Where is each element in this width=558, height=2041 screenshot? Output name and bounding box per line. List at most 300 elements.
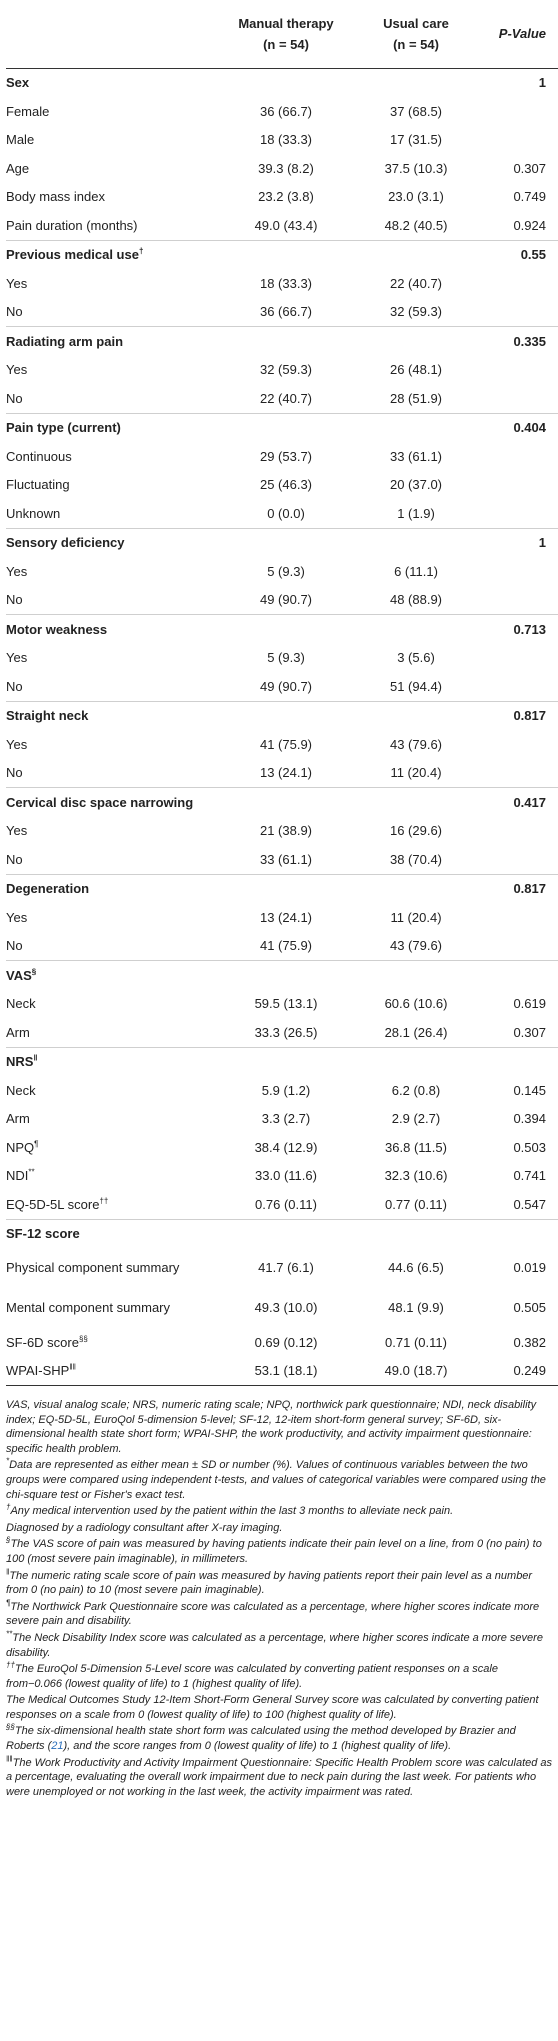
table-row bbox=[6, 1105, 558, 1134]
usual-care-value: 11 (20.4) bbox=[390, 765, 442, 781]
manual-therapy-value: 0.69 (0.12) bbox=[254, 1334, 318, 1350]
footnote-text: The Northwick Park Questionnaire score was calculated as a percentage, where higher scores indicate more severe pain and disability. bbox=[6, 1600, 540, 1628]
footnote-marker: ‖‖ bbox=[6, 1754, 13, 1763]
row-label-text: Body mass index bbox=[6, 189, 105, 205]
footnote-wpai bbox=[6, 1756, 554, 1800]
row-label-text: Straight neck bbox=[6, 708, 89, 724]
header-usual-label: Usual care bbox=[383, 15, 449, 31]
p-value bbox=[476, 126, 558, 155]
footnote-text: ), and the score ranges from 0 (lowest quality of life) to 1 (highest quality of life). bbox=[63, 1740, 452, 1753]
row-label bbox=[6, 730, 216, 759]
table-row bbox=[6, 1248, 558, 1288]
row-label-text: Arm bbox=[6, 1111, 30, 1127]
p-value bbox=[476, 961, 558, 990]
footnote-abbreviations: VAS, visual analog scale; NRS, numeric rating scale; NPQ, northwick park questionnaire; NDI, neck disability index; EQ-5D-5L, EuroQol 5-dimension 5-level; SF-12, 12-item short-form general survey; SF-6D, six-dimensional health state short form; WPAI-SHP, the work productivity, and activity impairment questionnaire: specific health problem. bbox=[6, 1399, 537, 1455]
row-label bbox=[6, 442, 216, 471]
header-manual-label: Manual therapy bbox=[238, 15, 334, 31]
p-value: 0.619 bbox=[513, 996, 546, 1012]
row-label bbox=[6, 1248, 216, 1288]
p-value bbox=[476, 97, 558, 126]
usual-care-value: 0.71 (0.11) bbox=[385, 1334, 447, 1350]
manual-therapy-value: 36 (66.7) bbox=[259, 304, 313, 320]
footnote-marker: ** bbox=[28, 1167, 35, 1177]
row-label-text: No bbox=[6, 304, 23, 320]
row-label bbox=[6, 97, 216, 126]
row-label-text: SF-6D score bbox=[6, 1334, 79, 1350]
row-label bbox=[6, 1219, 216, 1248]
manual-therapy-value: 5.9 (1.2) bbox=[261, 1082, 311, 1098]
manual-therapy-value: 36 (66.7) bbox=[259, 103, 313, 119]
row-label bbox=[6, 644, 216, 673]
manual-therapy-value: 41 (75.9) bbox=[259, 938, 313, 954]
usual-care-value: 2.9 (2.7) bbox=[391, 1111, 441, 1127]
manual-therapy-value: 49 (90.7) bbox=[259, 592, 313, 608]
row-label-text: Age bbox=[6, 160, 30, 176]
table-row bbox=[6, 557, 558, 586]
row-label-text: No bbox=[6, 938, 23, 954]
usual-care-value: 32 (59.3) bbox=[389, 304, 443, 320]
header-p-value-label: P-Value bbox=[498, 26, 546, 42]
row-label bbox=[6, 586, 216, 615]
row-label-text: EQ-5D-5L score bbox=[6, 1196, 100, 1212]
row-label bbox=[6, 499, 216, 528]
section-header-row bbox=[6, 788, 558, 817]
table-row bbox=[6, 845, 558, 874]
row-label bbox=[6, 413, 216, 442]
section-header-row bbox=[6, 528, 558, 557]
usual-care-value bbox=[356, 528, 476, 557]
row-label bbox=[6, 384, 216, 413]
footnote-text: Any medical intervention used by the patient within the last 3 months to alleviate neck pain. bbox=[10, 1505, 454, 1518]
row-label-text: Pain type (current) bbox=[6, 420, 121, 436]
row-label-text: Unknown bbox=[6, 505, 61, 521]
p-value: 0.817 bbox=[476, 701, 558, 730]
row-label bbox=[6, 759, 216, 788]
footnote-sf12: The Medical Outcomes Study 12-Item Short-Form General Survey score was calculated by converting patient responses on a scale from 0 (lowest quality of life) to 100 (highest quality of life). bbox=[6, 1694, 539, 1721]
row-label bbox=[6, 961, 216, 990]
table-row bbox=[6, 269, 558, 298]
manual-therapy-value bbox=[216, 240, 356, 269]
manual-therapy-value bbox=[216, 961, 356, 990]
manual-therapy-value: 33.3 (26.5) bbox=[254, 1024, 318, 1040]
usual-care-value: 20 (37.0) bbox=[389, 477, 443, 493]
p-value: 0.505 bbox=[513, 1300, 546, 1315]
manual-therapy-value bbox=[216, 788, 356, 817]
row-label bbox=[6, 211, 216, 240]
row-label-text: Sensory deficiency bbox=[6, 535, 125, 551]
row-label bbox=[6, 327, 216, 356]
table-row bbox=[6, 730, 558, 759]
row-label-text: Radiating arm pain bbox=[6, 333, 124, 349]
p-value: 0.713 bbox=[476, 615, 558, 644]
manual-therapy-value: 3.3 (2.7) bbox=[261, 1111, 311, 1127]
p-value bbox=[476, 442, 558, 471]
p-value: 0.019 bbox=[513, 1260, 546, 1275]
table-row bbox=[6, 932, 558, 961]
manual-therapy-value: 23.2 (3.8) bbox=[258, 189, 314, 205]
p-value bbox=[476, 499, 558, 528]
row-label bbox=[6, 1288, 216, 1328]
row-label-text: Mental component summary bbox=[6, 1300, 171, 1315]
row-label-text: NPQ bbox=[6, 1139, 35, 1155]
p-value bbox=[476, 298, 558, 327]
manual-therapy-value: 39.3 (8.2) bbox=[258, 160, 314, 176]
table-row bbox=[6, 1288, 558, 1328]
table-row bbox=[6, 298, 558, 327]
manual-therapy-value bbox=[216, 1047, 356, 1076]
footnote-text: The Neck Disability Index score was calculated as a percentage, where higher scores indicate a more severe disability. bbox=[6, 1631, 543, 1659]
footnote-text: The EuroQol 5-Dimension 5-Level score was calculated by converting patient responses on a scale from−0.066 (lowest quality of life) to 1 (highest quality of life). bbox=[6, 1663, 498, 1690]
p-value: 0.741 bbox=[513, 1168, 546, 1184]
usual-care-value: 48.2 (40.5) bbox=[384, 217, 448, 233]
usual-care-value bbox=[356, 701, 476, 730]
footnote-marker: † bbox=[138, 246, 144, 256]
footnote-marker: ‖ bbox=[33, 1053, 38, 1063]
row-label-text: Yes bbox=[6, 275, 28, 291]
manual-therapy-value: 0.76 (0.11) bbox=[255, 1196, 317, 1212]
row-label-text: Sex bbox=[6, 75, 30, 91]
table-footnotes bbox=[6, 1386, 556, 1799]
manual-therapy-value: 59.5 (13.1) bbox=[254, 996, 318, 1012]
p-value: 0.547 bbox=[513, 1196, 546, 1212]
manual-therapy-value bbox=[216, 874, 356, 903]
manual-therapy-value: 18 (33.3) bbox=[259, 275, 313, 291]
table-row bbox=[6, 1162, 558, 1191]
footnote-marker: †† bbox=[99, 1196, 109, 1206]
manual-therapy-value: 33.0 (11.6) bbox=[255, 1168, 317, 1184]
manual-therapy-value: 5 (9.3) bbox=[267, 650, 305, 666]
footnote-dagger bbox=[6, 1504, 554, 1519]
footnote-vas bbox=[6, 1537, 554, 1566]
usual-care-value bbox=[356, 327, 476, 356]
usual-care-value: 17 (31.5) bbox=[389, 132, 443, 148]
usual-care-value: 3 (5.6) bbox=[397, 650, 435, 666]
row-label bbox=[6, 356, 216, 385]
manual-therapy-value: 29 (53.7) bbox=[259, 448, 313, 464]
manual-therapy-value: 38.4 (12.9) bbox=[254, 1139, 318, 1155]
table-row bbox=[6, 97, 558, 126]
footnote-ndi bbox=[6, 1631, 554, 1660]
usual-care-value: 6 (11.1) bbox=[394, 563, 438, 579]
p-value: 0.307 bbox=[513, 1024, 546, 1040]
table-row bbox=[6, 211, 558, 240]
row-label bbox=[6, 1162, 216, 1191]
p-value: 0.145 bbox=[513, 1082, 546, 1098]
row-label-text: WPAI-SHP bbox=[6, 1363, 70, 1379]
row-label-text: No bbox=[6, 678, 23, 694]
row-label bbox=[6, 615, 216, 644]
footnote-radiology: Diagnosed by a radiology consultant after X-ray imaging. bbox=[6, 1521, 283, 1534]
manual-therapy-value: 22 (40.7) bbox=[259, 390, 313, 406]
p-value: 0.924 bbox=[513, 217, 546, 233]
p-value: 0.394 bbox=[513, 1111, 546, 1127]
section-header-row bbox=[6, 1219, 558, 1248]
table-row bbox=[6, 672, 558, 701]
manual-therapy-value: 41 (75.9) bbox=[259, 736, 313, 752]
row-label-text: Yes bbox=[6, 736, 28, 752]
manual-therapy-value: 13 (24.1) bbox=[259, 909, 313, 925]
row-label bbox=[6, 528, 216, 557]
row-label bbox=[6, 990, 216, 1019]
row-label-text: SF-12 score bbox=[6, 1226, 80, 1242]
usual-care-value: 38 (70.4) bbox=[389, 851, 443, 867]
table-row bbox=[6, 1357, 558, 1386]
table-row bbox=[6, 903, 558, 932]
usual-care-value: 60.6 (10.6) bbox=[384, 996, 448, 1012]
row-label-text: Physical component summary bbox=[6, 1260, 180, 1275]
usual-care-value: 1 (1.9) bbox=[397, 505, 435, 521]
table-row bbox=[6, 1018, 558, 1047]
footnote-text: The numeric rating scale score of pain was measured by having patients report their pain level as a number from 0 (no pain) to 10 (most severe pain imaginable). bbox=[6, 1569, 533, 1597]
footnote-sf6d bbox=[6, 1724, 554, 1753]
usual-care-value: 48.1 (9.9) bbox=[388, 1300, 444, 1315]
row-label-text: Degeneration bbox=[6, 881, 90, 897]
table-row bbox=[6, 1133, 558, 1162]
usual-care-value: 23.0 (3.1) bbox=[388, 189, 444, 205]
footnote-marker: ‖ bbox=[6, 1566, 10, 1576]
p-value bbox=[476, 586, 558, 615]
table-row bbox=[6, 1328, 558, 1357]
row-label-text: Cervical disc space narrowing bbox=[6, 794, 194, 810]
p-value: 0.817 bbox=[476, 874, 558, 903]
row-label-text: Continuous bbox=[6, 448, 72, 464]
row-label-text: Yes bbox=[6, 650, 28, 666]
usual-care-value bbox=[356, 874, 476, 903]
usual-care-value bbox=[356, 68, 476, 97]
row-label bbox=[6, 298, 216, 327]
usual-care-value: 26 (48.1) bbox=[389, 362, 443, 378]
footnote-marker: § bbox=[31, 967, 37, 977]
usual-care-value: 32.3 (10.6) bbox=[384, 1168, 448, 1184]
row-label bbox=[6, 788, 216, 817]
footnote-text: Data are represented as either mean ± SD or number (%). Values of continuous variables between the two groups were compared using independent t-tests, and values of categorical variables were compared using the chi-square test or Fisher's exact test. bbox=[6, 1459, 546, 1501]
manual-therapy-value: 18 (33.3) bbox=[259, 132, 313, 148]
usual-care-value: 0.77 (0.11) bbox=[385, 1196, 447, 1212]
header-manual-therapy bbox=[216, 0, 356, 68]
usual-care-value: 51 (94.4) bbox=[389, 678, 443, 694]
p-value: 1 bbox=[476, 528, 558, 557]
manual-therapy-value bbox=[216, 413, 356, 442]
p-value: 0.749 bbox=[513, 189, 546, 205]
footnote-nrs bbox=[6, 1566, 554, 1598]
section-header-row bbox=[6, 701, 558, 730]
row-label bbox=[6, 1105, 216, 1134]
row-label-text: No bbox=[6, 765, 23, 781]
usual-care-value: 6.2 (0.8) bbox=[391, 1082, 441, 1098]
row-label bbox=[6, 701, 216, 730]
manual-therapy-value: 41.7 (6.1) bbox=[258, 1260, 314, 1275]
row-label-text: NDI bbox=[6, 1168, 29, 1184]
p-value: 0.404 bbox=[476, 413, 558, 442]
table-row bbox=[6, 644, 558, 673]
row-label-text: Previous medical use bbox=[6, 247, 139, 263]
header-usual-n: (n = 54) bbox=[393, 36, 439, 52]
row-label-text: Yes bbox=[6, 909, 28, 925]
manual-therapy-value bbox=[216, 68, 356, 97]
row-label-text: No bbox=[6, 851, 23, 867]
header-manual-n: (n = 54) bbox=[263, 36, 309, 52]
manual-therapy-value: 49.0 (43.4) bbox=[254, 217, 318, 233]
p-value: 0.417 bbox=[476, 788, 558, 817]
header-empty-cell bbox=[6, 0, 216, 68]
footnote-marker: * bbox=[6, 1456, 10, 1466]
p-value bbox=[476, 817, 558, 846]
table-row bbox=[6, 442, 558, 471]
row-label bbox=[6, 557, 216, 586]
usual-care-value: 28.1 (26.4) bbox=[384, 1024, 448, 1040]
row-label-text: Female bbox=[6, 103, 50, 119]
section-header-row bbox=[6, 240, 558, 269]
usual-care-value: 37.5 (10.3) bbox=[384, 160, 448, 176]
manual-therapy-value bbox=[216, 327, 356, 356]
footnote-marker: ‖‖ bbox=[69, 1362, 76, 1372]
p-value bbox=[476, 759, 558, 788]
row-label bbox=[6, 183, 216, 212]
footnote-marker: † bbox=[6, 1502, 11, 1512]
manual-therapy-value: 33 (61.1) bbox=[259, 851, 313, 867]
section-header-row bbox=[6, 615, 558, 644]
manual-therapy-value: 49 (90.7) bbox=[259, 678, 313, 694]
p-value bbox=[476, 730, 558, 759]
row-label bbox=[6, 874, 216, 903]
row-label bbox=[6, 932, 216, 961]
usual-care-value: 33 (61.1) bbox=[389, 448, 443, 464]
manual-therapy-value: 5 (9.3) bbox=[267, 563, 305, 579]
usual-care-value bbox=[356, 961, 476, 990]
table-row bbox=[6, 586, 558, 615]
row-label bbox=[6, 1133, 216, 1162]
header-usual-care bbox=[356, 0, 476, 68]
row-label-text: Fluctuating bbox=[6, 477, 70, 493]
usual-care-value: 16 (29.6) bbox=[389, 823, 443, 839]
row-label-text: No bbox=[6, 390, 23, 406]
row-label-text: Motor weakness bbox=[6, 621, 108, 637]
row-label-text: Pain duration (months) bbox=[6, 217, 138, 233]
usual-care-value bbox=[356, 413, 476, 442]
table-body bbox=[6, 68, 558, 1386]
p-value: 0.335 bbox=[476, 327, 558, 356]
section-header-row bbox=[6, 68, 558, 97]
row-label bbox=[6, 240, 216, 269]
table-row bbox=[6, 154, 558, 183]
p-value: 0.382 bbox=[513, 1334, 546, 1350]
p-value: 0.249 bbox=[476, 1357, 558, 1386]
usual-care-value: 48 (88.9) bbox=[389, 592, 443, 608]
manual-therapy-value bbox=[216, 1219, 356, 1248]
row-label bbox=[6, 471, 216, 500]
table-row bbox=[6, 759, 558, 788]
manual-therapy-value: 25 (46.3) bbox=[259, 477, 313, 493]
row-label bbox=[6, 1076, 216, 1105]
footnote-marker: §§ bbox=[6, 1722, 15, 1732]
p-value bbox=[476, 903, 558, 932]
table-row bbox=[6, 356, 558, 385]
footnote-eq5d bbox=[6, 1662, 554, 1691]
footnote-text: The VAS score of pain was measured by having patients indicate their pain level on a line, from 0 (no pain) to 100 (most severe pain imaginable), in millimeters. bbox=[6, 1538, 542, 1565]
manual-therapy-value: 53.1 (18.1) bbox=[216, 1357, 356, 1386]
row-label bbox=[6, 1328, 216, 1357]
footnote-marker: ¶ bbox=[34, 1139, 39, 1149]
usual-care-value bbox=[356, 1047, 476, 1076]
row-label-text: Yes bbox=[6, 563, 28, 579]
manual-therapy-value: 21 (38.9) bbox=[259, 823, 313, 839]
p-value: 0.307 bbox=[513, 160, 546, 176]
manual-therapy-value bbox=[216, 701, 356, 730]
section-header-row bbox=[6, 413, 558, 442]
row-label bbox=[6, 903, 216, 932]
header-p-value bbox=[476, 0, 558, 68]
row-label-text: Arm bbox=[6, 1024, 30, 1040]
usual-care-value bbox=[356, 788, 476, 817]
manual-therapy-value: 0 (0.0) bbox=[267, 505, 305, 521]
footnote-marker: †† bbox=[6, 1660, 15, 1670]
section-header-row bbox=[6, 961, 558, 990]
usual-care-value: 37 (68.5) bbox=[389, 103, 443, 119]
row-label-text: No bbox=[6, 592, 23, 608]
table-row bbox=[6, 471, 558, 500]
row-label bbox=[6, 672, 216, 701]
usual-care-value: 11 (20.4) bbox=[390, 909, 442, 925]
footnote-marker: ¶ bbox=[6, 1598, 11, 1608]
row-label-text: VAS bbox=[6, 967, 32, 983]
table-row bbox=[6, 817, 558, 846]
table-row bbox=[6, 183, 558, 212]
p-value bbox=[476, 644, 558, 673]
reference-link[interactable]: 21 bbox=[51, 1740, 64, 1753]
row-label-text: Yes bbox=[6, 362, 28, 378]
usual-care-value: 43 (79.6) bbox=[389, 736, 443, 752]
usual-care-value: 36.8 (11.5) bbox=[385, 1139, 447, 1155]
p-value bbox=[476, 1047, 558, 1076]
row-label-text: Neck bbox=[6, 996, 36, 1012]
p-value bbox=[476, 356, 558, 385]
p-value bbox=[476, 269, 558, 298]
row-label bbox=[6, 269, 216, 298]
row-label-text: Male bbox=[6, 132, 35, 148]
table-row bbox=[6, 499, 558, 528]
manual-therapy-value bbox=[216, 528, 356, 557]
row-label bbox=[6, 817, 216, 846]
footnote-npq bbox=[6, 1600, 554, 1629]
manual-therapy-value: 32 (59.3) bbox=[259, 362, 313, 378]
section-header-row bbox=[6, 327, 558, 356]
table-row bbox=[6, 384, 558, 413]
usual-care-value: 44.6 (6.5) bbox=[388, 1260, 444, 1275]
usual-care-value bbox=[356, 615, 476, 644]
usual-care-value bbox=[356, 1219, 476, 1248]
manual-therapy-value: 13 (24.1) bbox=[259, 765, 313, 781]
row-label bbox=[6, 126, 216, 155]
section-header-row bbox=[6, 874, 558, 903]
table-row bbox=[6, 1076, 558, 1105]
footnote-marker: § bbox=[6, 1535, 11, 1545]
table-row bbox=[6, 126, 558, 155]
p-value: 1 bbox=[476, 68, 558, 97]
footnote-data bbox=[6, 1458, 554, 1502]
p-value: 0.503 bbox=[513, 1139, 546, 1155]
table-row bbox=[6, 990, 558, 1019]
usual-care-value: 28 (51.9) bbox=[389, 390, 443, 406]
row-label-text: NRS bbox=[6, 1054, 34, 1070]
row-label-text: Neck bbox=[6, 1082, 36, 1098]
table-row bbox=[6, 1190, 558, 1219]
row-label bbox=[6, 68, 216, 97]
p-value bbox=[476, 845, 558, 874]
baseline-characteristics-table bbox=[6, 0, 558, 1386]
usual-care-value bbox=[356, 240, 476, 269]
p-value: 0.55 bbox=[476, 240, 558, 269]
footnote-marker: ** bbox=[6, 1629, 13, 1639]
